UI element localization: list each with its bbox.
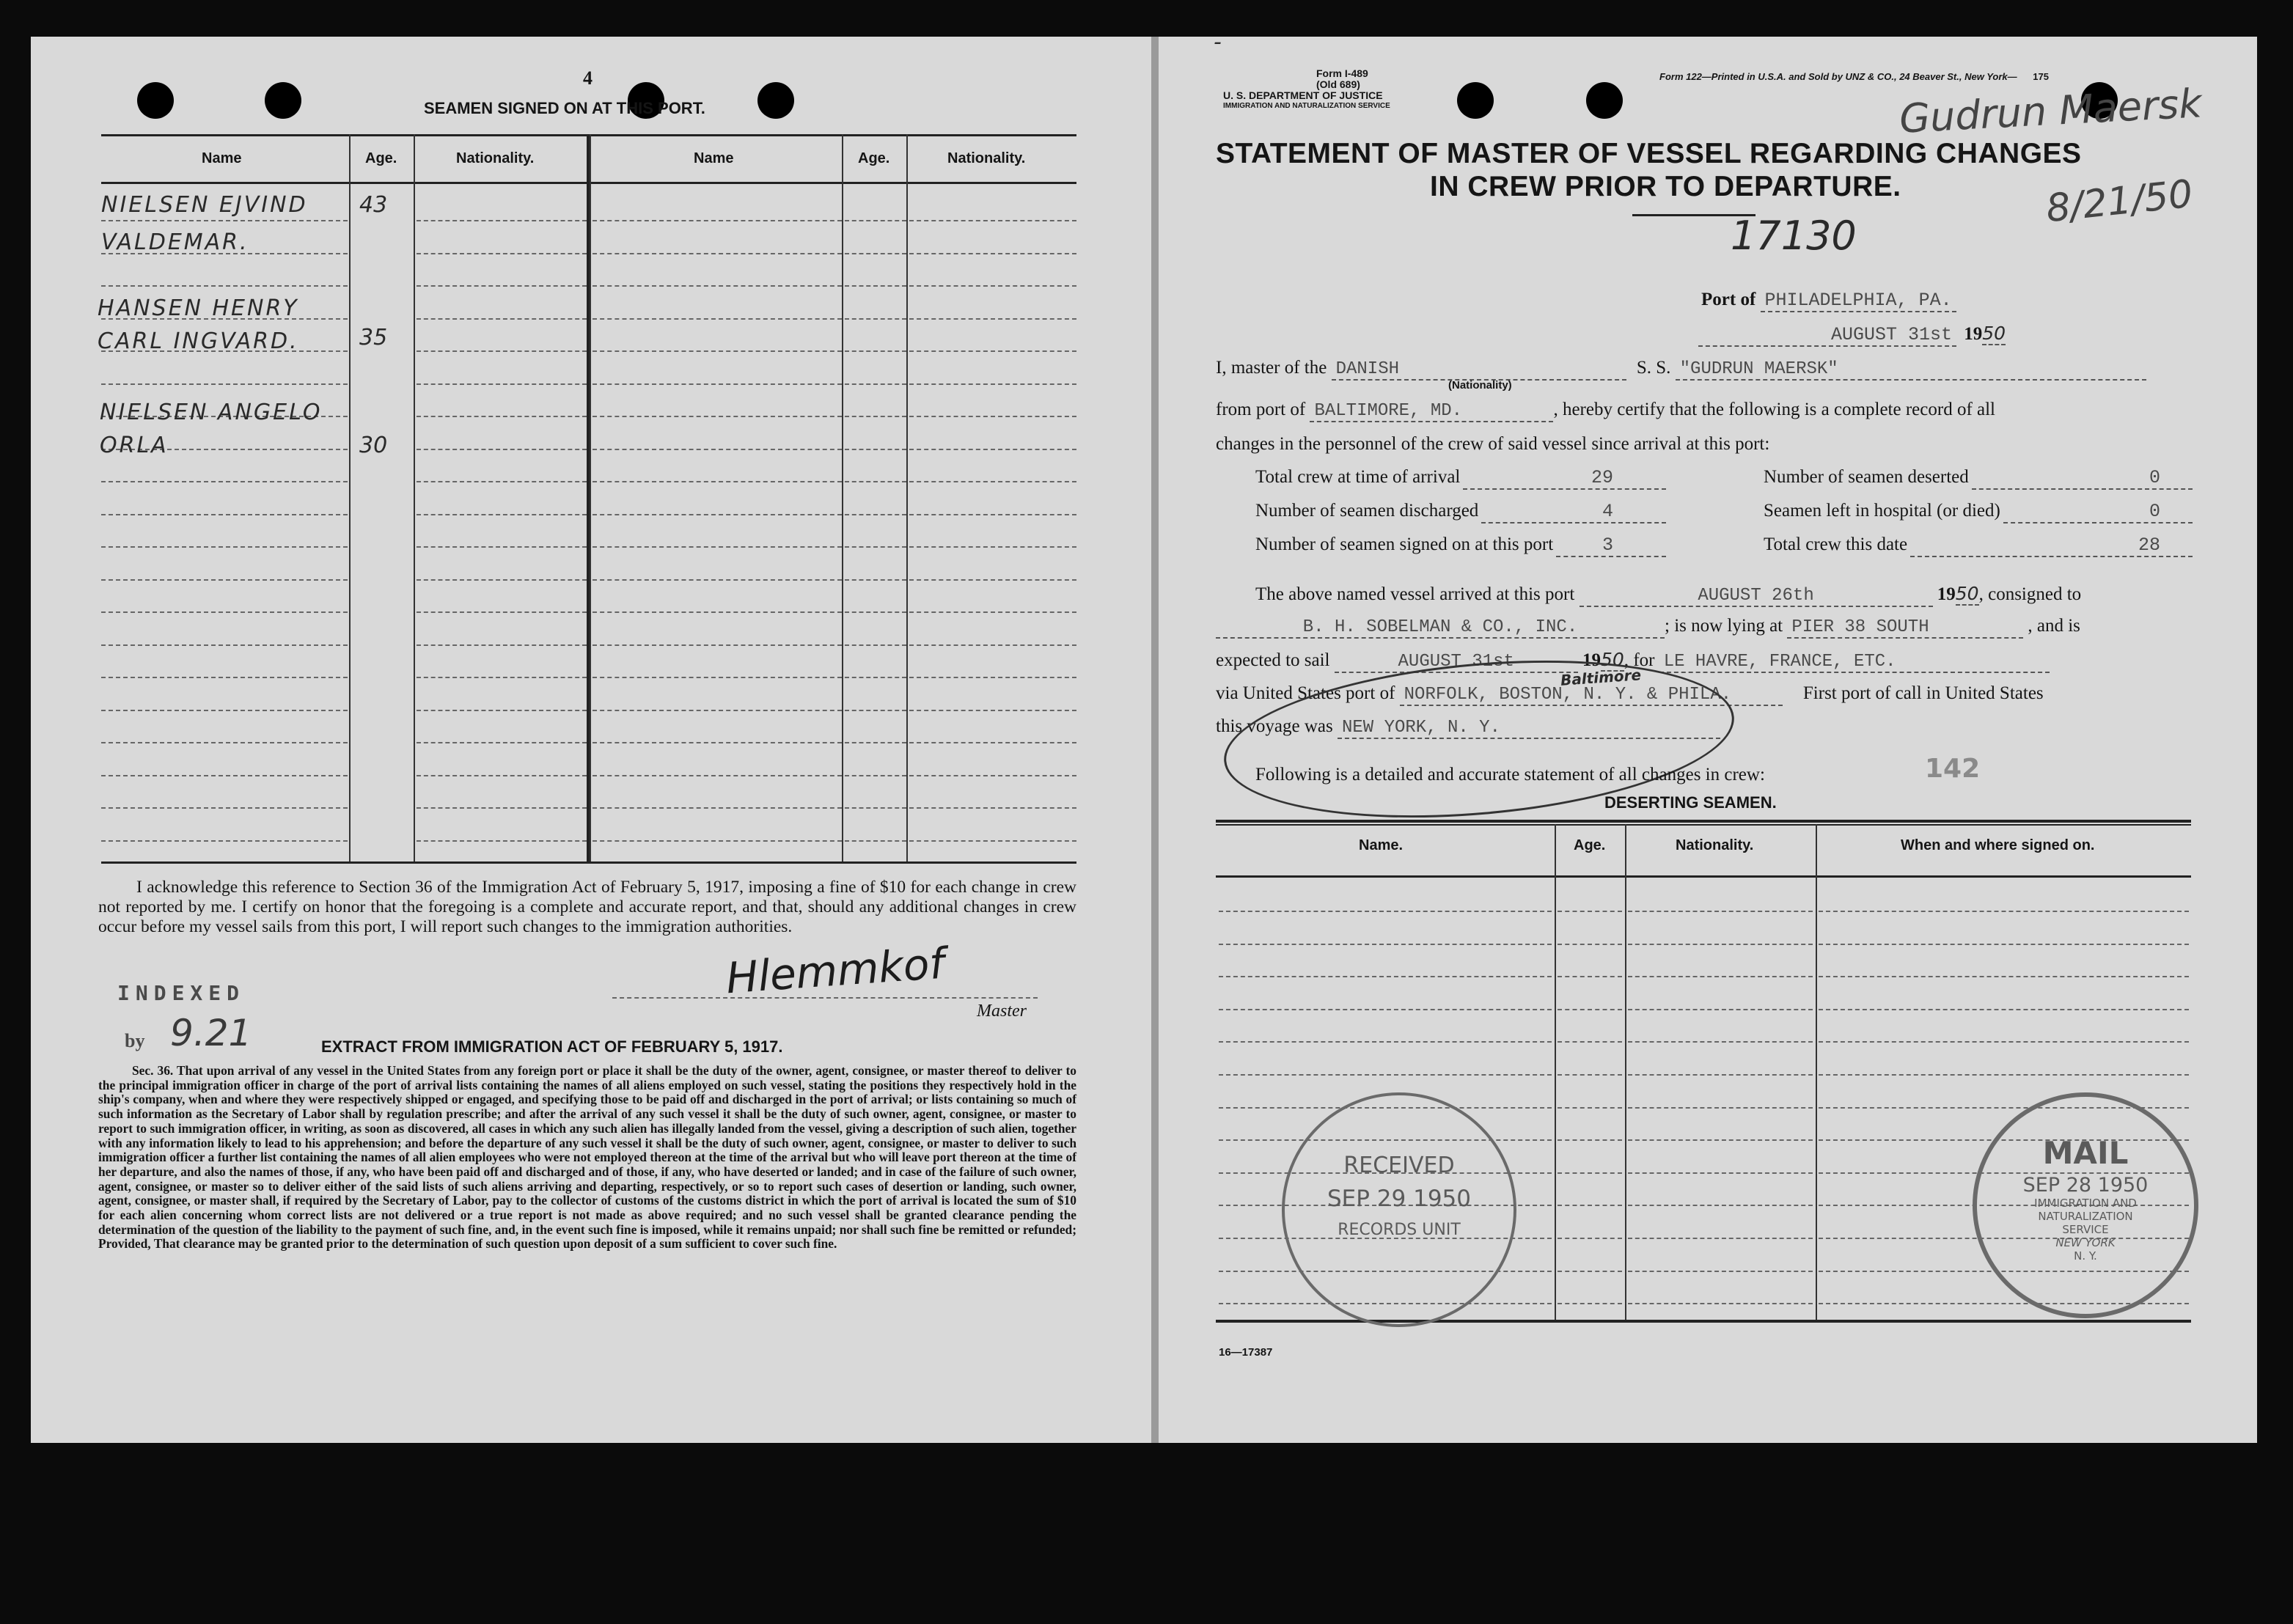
table-row-rule [417,481,587,482]
table-row-rule [909,416,1076,417]
indexed-by-value: 9.21 [170,1012,252,1054]
table-row-rule [592,481,842,482]
table-row-rule [417,318,587,320]
table-row-rule [417,514,587,515]
from-port-label: from port of [1216,400,1306,419]
table-row-rule [845,775,906,776]
master-label: Master [977,1002,1027,1021]
crew-stat-value: 0 [2003,501,2193,523]
crew-stat-row [1255,501,1666,523]
for-label: , for [1624,650,1655,670]
from-port-line [1216,400,1995,422]
table-row-rule [592,840,842,842]
table-row-rule [417,546,587,548]
mail-stamp-top: MAIL [2042,1135,2129,1171]
crew-stat-value: 3 [1556,534,1666,557]
table-row-rule [1558,1009,1622,1010]
table-row-rule [592,742,842,743]
table-row-rule [592,807,842,809]
received-stamp-date: SEP 29 1950 [1327,1186,1471,1212]
table-row-rule [909,775,1076,776]
table-row-rule [845,383,906,385]
table-row-rule [592,318,842,320]
table-row-rule [417,742,587,743]
crew-stat-value: 29 [1463,467,1666,490]
table-row-rule [909,677,1076,678]
table-row-rule [417,579,587,581]
table-row-rule [845,579,906,581]
page-number: 4 [583,67,592,89]
table-row-rule [909,710,1076,711]
table-row-rule [1819,976,2189,977]
table-row-rule [1219,1009,1552,1010]
crew-stat-value: 0 [1972,467,2193,490]
table-row-rule [1819,944,2189,945]
table-row-rule [909,644,1076,646]
table-row-rule [845,742,906,743]
table-row-rule [592,253,842,254]
received-stamp-top: RECEIVED [1343,1153,1455,1178]
table-row-rule [417,220,587,221]
table-row-rule [101,840,348,842]
arrived-year-prefix: 19 [1937,584,1956,604]
port-label: Port of [1701,290,1756,309]
table-row-rule [592,546,842,548]
printer-number: 175 [2033,71,2049,82]
crew-stat-label: Total crew at time of arrival [1255,467,1461,487]
table-row-rule [101,481,348,482]
table-row-rule [1628,1041,1813,1043]
table-row-rule [909,514,1076,515]
table-row-rule [417,644,587,646]
stamp-number: 142 [1925,754,1981,784]
desert-col-when-where: When and where signed on. [1901,837,2095,853]
crew-stat-row [1764,501,2193,523]
expected-year-hand: 50 [1601,649,1624,670]
indexed-stamp: INDEXED [117,981,246,1005]
table-row-rule [1628,1172,1813,1174]
table-row-rule [845,710,906,711]
punch-hole [265,82,301,119]
from-port-value: BALTIMORE, MD. [1310,401,1553,422]
table-row-rule [909,318,1076,320]
table-row-rule [1628,1271,1813,1272]
extract-text: Sec. 36. That upon arrival of any vessel in the United States from any foreign port or place it shall be the duty of the owner, agent, consignee, or master thereof to deliver to the principal immigration officer in charge of the port of arrival lists containing the names of all aliens employed on such vessel, stating the positions they respectively hold in the ship's company, when and where they were respectively shipped or engaged, and specifying those to be paid off and discharged in the port of arrival; or lists containing so much of such information as the Secretary of Labor shall by regulation prescribe; and after the arrival of any such vessel it shall be the duty of such owner, agent, consignee, or master to report to such immigration officer, in writing, as soon as discovered, all cases in which any such alien has illegally landed from the vessel, giving a description of such alien, together with any information likely to lead to his apprehension; and before the departure of any such vessel it shall be the duty of such owner, agent, consignee, or master to deliver to such immigration officer a further list containing the names of all alien employees who were not employed thereon at the time of the arrival but who will leave port thereon at the time of her departure, and also the names of those, if any, who have been paid off and discharged and of those, if any, who have deserted or landed; and in case of the failure of such owner, agent, consignee, or master so to deliver either of the said lists of such aliens arriving and departing, respectively, or so to report such cases of desertion or landing, such owner, agent, consignee, or master shall, if required by the Secretary of Labor, pay to the collector of customs of the customs district in which the port of arrival is located the sum of $10 for each alien concerning whom correct lists are not delivered or a true report is not made as above required; and no such vessel shall be granted clearance pending the determination of the question of the liability to the payment of such fine, and, in the event such fine is imposed, while it remains unpaid; nor shall such fine be remitted or refunded; Provided, That clearance may be granted prior to the determination of such question upon deposit of a sum sufficient to cover such fine. [98,1063,1076,1252]
col-header-nationality-1: Nationality. [456,150,535,166]
indexed-by-label: by [125,1030,145,1051]
arrived-line [1255,583,2081,607]
table-row-rule [1558,911,1622,912]
table-row-rule [592,775,842,776]
desert-col-nationality: Nationality. [1676,837,1754,853]
table-row-rule [1558,976,1622,977]
left-header: SEAMEN SIGNED ON AT THIS PORT. [424,99,705,117]
col-header-age-1: Age. [365,150,397,166]
crew-stat-label: Total crew this date [1764,534,1908,554]
master-signature: Hlemmkof [724,938,946,1004]
table-row-rule [592,710,842,711]
date-value: AUGUST 31st [1698,324,1956,347]
punch-hole [1457,82,1494,119]
nationality-caption: (Nationality) [1448,379,1512,392]
first-port-label: First port of call in United States [1802,683,2044,703]
table-row-rule [1628,944,1813,945]
table-row-rule [1628,1139,1813,1141]
form-title-line2: IN CREW PRIOR TO DEPARTURE. [1430,171,1901,202]
form-old: (Old 689) [1316,78,1360,90]
col-header-age-2: Age. [858,150,890,166]
port-line [1701,290,1956,312]
table-row-rule [1219,911,1552,912]
table-row-rule [1558,1303,1622,1304]
table-row-rule [592,449,842,450]
changes-text: changes in the personnel of the crew of said vessel since arrival at this port: [1216,434,1770,454]
table-row-rule [417,253,587,254]
consigned-label: , consigned to [1978,584,2082,604]
table-row-rule [909,253,1076,254]
consignee-value: B. H. SOBELMAN & CO., INC. [1216,617,1665,639]
table-row-rule [909,285,1076,287]
footer-code: 16—17387 [1219,1346,1273,1359]
table-row-rule [101,710,348,711]
table-row-rule [1819,911,2189,912]
entry-age: 43 [359,192,388,218]
crew-stat-label: Seamen left in hospital (or died) [1764,501,2000,521]
table-row-rule [1219,1041,1552,1043]
crew-stat-row [1255,467,1666,490]
table-row-rule [101,514,348,515]
handwritten-ship: Gudrun Maersk [1898,80,2204,142]
entry-age: 30 [359,433,388,458]
department: U. S. DEPARTMENT OF JUSTICE [1223,89,1383,101]
deserting-header: DESERTING SEAMEN. [1604,793,1777,812]
table-row-rule [1558,1074,1622,1076]
col-header-name-2: Name [694,150,734,166]
table-row-rule [417,611,587,613]
entry-name: ORLA [100,433,169,458]
crew-stat-label: Number of seamen signed on at this port [1255,534,1554,554]
table-row-rule [1558,1205,1622,1206]
table-row-rule [1628,1303,1813,1304]
table-row-rule [1558,1107,1622,1109]
table-row-rule [1558,1139,1622,1141]
extract-title: EXTRACT FROM IMMIGRATION ACT OF FEBRUARY 5, 1917. [321,1037,783,1056]
mail-stamp [1973,1092,2198,1318]
printer-line [1659,71,2049,82]
received-stamp [1282,1092,1516,1327]
table-row-rule [592,677,842,678]
form-title-line1: STATEMENT OF MASTER OF VESSEL REGARDING CHANGES [1216,138,2082,169]
col-header-name-1: Name [202,150,242,166]
expected-year-prefix: 19 [1582,650,1601,670]
table-row-rule [845,318,906,320]
table-row-rule [1819,1009,2189,1010]
voyage-label: this voyage was [1216,716,1333,736]
handwritten-mark: ‐ [1214,29,1222,55]
table-row-rule [417,350,587,352]
port-value: PHILADELPHIA, PA. [1761,290,1956,312]
table-row-rule [101,285,348,287]
table-row-rule [1558,1238,1622,1239]
table-row-rule [845,514,906,515]
table-row-rule [417,710,587,711]
pier-value: PIER 38 SOUTH [1787,617,2023,639]
service: IMMIGRATION AND NATURALIZATION SERVICE [1223,102,1390,110]
table-row-rule [101,775,348,776]
table-row-rule [417,416,587,417]
desert-col-age: Age. [1574,837,1606,853]
entry-name: VALDEMAR. [101,229,249,255]
table-row-rule [101,677,348,678]
table-row-rule [1628,1107,1813,1109]
table-row-rule [909,383,1076,385]
table-row-rule [1628,911,1813,912]
table-row-rule [417,285,587,287]
printer-text: Form 122—Printed in U.S.A. and Sold by UNZ & CO., 24 Beaver St., New York— [1659,71,2017,82]
mail-stamp-line5: N. Y. [2074,1249,2097,1263]
certify-text: , hereby certify that the following is a complete record of all [1553,400,1996,419]
via-value: NORFOLK, BOSTON, N. Y. & PHILA. [1400,685,1783,706]
table-row-rule [909,807,1076,809]
table-row-rule [592,383,842,385]
date-line [1698,323,2006,347]
table-row-rule [1819,1041,2189,1043]
table-row-rule [101,383,348,385]
master-of-label: I, master of the [1216,358,1327,378]
table-row-rule [592,644,842,646]
table-row-rule [1219,1074,1552,1076]
table-row-rule [845,350,906,352]
crew-stat-row [1255,534,1666,557]
table-row-rule [845,611,906,613]
master-of-line [1216,358,2146,381]
form-number: Form I-489 [1316,67,1368,79]
table-row-rule [592,220,842,221]
table-row-rule [909,611,1076,613]
year-hand: 50 [1982,323,2006,344]
table-row-rule [592,611,842,613]
table-row-rule [1558,1271,1622,1272]
crew-stat-label: Number of seamen discharged [1255,501,1479,521]
table-row-rule [101,579,348,581]
table-row-rule [845,449,906,450]
table-row-rule [417,383,587,385]
mail-stamp-line3: SERVICE [2062,1223,2109,1236]
table-row-rule [101,220,348,221]
mail-stamp-line1: IMMIGRATION AND [2034,1197,2137,1210]
mail-stamp-line2: NATURALIZATION [2038,1210,2133,1223]
table-row-rule [417,677,587,678]
table-row-rule [845,220,906,221]
table-row-rule [101,742,348,743]
lying-label: ; is now lying at [1665,616,1783,636]
mail-stamp-date: SEP 28 1950 [2022,1174,2149,1197]
crew-stat-row [1764,467,2193,490]
table-row-rule [592,285,842,287]
expected-value: AUGUST 31st [1335,652,1578,673]
table-row-rule [417,449,587,450]
table-row-rule [101,611,348,613]
arrived-label: The above named vessel arrived at this port [1255,584,1575,604]
ship-value: "GUDRUN MAERSK" [1676,359,2146,381]
table-row-rule [101,644,348,646]
col-header-nationality-2: Nationality. [947,150,1026,166]
desert-col-name: Name. [1359,837,1404,853]
table-row-rule [1219,944,1552,945]
table-row-rule [101,546,348,548]
table-row-rule [845,546,906,548]
table-row-rule [909,742,1076,743]
punch-hole [1586,82,1623,119]
table-row-rule [417,840,587,842]
entry-age: 35 [359,325,388,350]
entry-name: NIELSEN ANGELO [100,400,323,425]
and-is-label: , and is [2028,616,2080,636]
consignee-line [1216,616,2080,639]
table-row-rule [909,481,1076,482]
expected-label: expected to sail [1216,650,1330,670]
table-row-rule [909,579,1076,581]
table-row-rule [1628,1074,1813,1076]
table-row-rule [592,416,842,417]
table-row-rule [909,220,1076,221]
arrived-year-hand: 50 [1955,583,1979,604]
table-row-rule [845,644,906,646]
handwritten-date: 8/21/50 [2044,172,2195,232]
table-row-rule [909,449,1076,450]
handwritten-number: 17130 [1731,213,1857,259]
acknowledgement-text: I acknowledge this reference to Section 36 of the Immigration Act of February 5, 1917, imposing a fine of $10 for each change in crew not reported by me. I certify on honor that the foregoing is a complete and accurate report, and that, should any additional changes in crew occur before my vessel sails from this port, I will report such changes to the immigration authorities. [98,878,1076,936]
table-row-rule [1628,976,1813,977]
crew-stat-row [1764,534,2193,557]
table-row-rule [1558,1172,1622,1174]
table-row-rule [909,840,1076,842]
via-label: via United States port of [1216,683,1395,703]
table-row-rule [417,807,587,809]
via-hand-insert: Baltimore [1560,666,1642,689]
received-stamp-bottom: RECORDS UNIT [1338,1221,1461,1239]
mail-stamp-line4: NEW YORK [2055,1236,2116,1249]
destination-value: LE HAVRE, FRANCE, ETC. [1659,652,2050,673]
table-row-rule [845,253,906,254]
table-row-rule [592,350,842,352]
table-row-rule [845,807,906,809]
table-row-rule [592,514,842,515]
following-text: Following is a detailed and accurate statement of all changes in crew: [1255,765,1765,785]
arrived-value: AUGUST 26th [1580,586,1933,607]
voyage-value: NEW YORK, N. Y. [1338,718,1720,739]
table-row-rule [845,481,906,482]
table-row-rule [101,807,348,809]
punch-hole [137,82,174,119]
table-row-rule [845,285,906,287]
table-row-rule [1628,1205,1813,1206]
entry-name: CARL INGVARD. [98,328,299,354]
table-row-rule [1628,1009,1813,1010]
crew-stat-label: Number of seamen deserted [1764,467,1969,487]
table-row-rule [845,677,906,678]
entry-name: HANSEN HENRY [98,295,299,321]
table-row-rule [1628,1238,1813,1239]
entry-name: NIELSEN EJVIND [101,192,308,218]
crew-stat-value: 4 [1481,501,1666,523]
page-fold [1151,37,1159,1443]
ss-label: S. S. [1636,358,1671,378]
punch-hole [757,82,794,119]
table-row-rule [909,350,1076,352]
table-row-rule [1219,976,1552,977]
table-row-rule [417,775,587,776]
table-row-rule [845,416,906,417]
table-row-rule [845,840,906,842]
table-row-rule [1558,944,1622,945]
year-prefix: 19 [1964,324,1983,344]
crew-stat-value: 28 [1910,534,2193,557]
table-row-rule [1819,1074,2189,1076]
nationality-value: DANISH [1332,359,1626,381]
table-row-rule [909,546,1076,548]
table-row-rule [592,579,842,581]
table-row-rule [1558,1041,1622,1043]
